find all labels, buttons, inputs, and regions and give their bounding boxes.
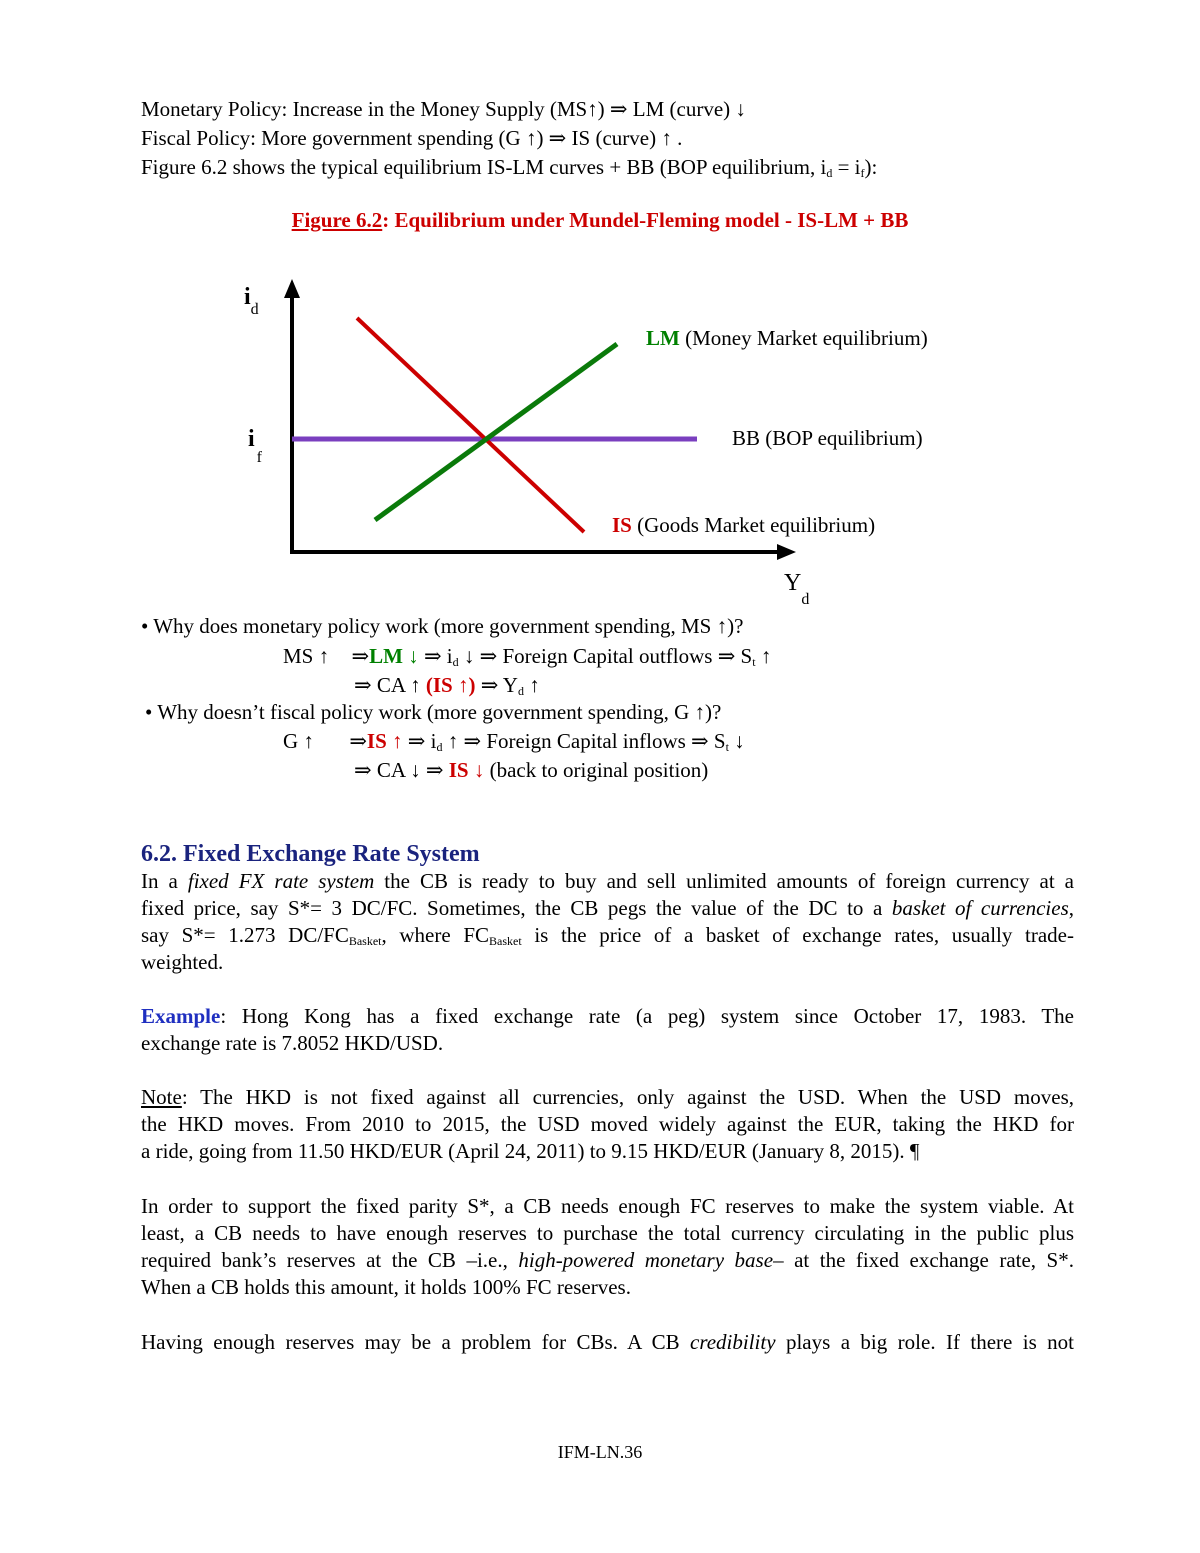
paragraph-example: Example: Hong Kong has a fixed exchange rate (a peg) system since October 17, 1983. The exchange rate is 7.8052 HKD/USD.	[141, 1004, 1074, 1055]
is-curve	[357, 318, 584, 532]
intro-line-monetary: Monetary Policy: Increase in the Money Supply (MS↑) ⇒ LM (curve) ↓	[141, 97, 746, 121]
fiscal-chain-1: G ↑ ⇒IS ↑ ⇒ $i_d$ ↑ ⇒ Foreign Capital inflows ⇒ $S_t$ ↓	[283, 729, 745, 754]
note-label: Note	[141, 1085, 182, 1109]
y-axis-label: $i_d$	[244, 284, 259, 318]
fiscal-chain-2: ⇒ CA ↓ ⇒ IS ↓ (back to original position)	[354, 758, 709, 782]
y-axis-arrow	[284, 279, 300, 298]
figure-title: Figure 6.2: Equilibrium under Mundel-Fleming model - IS-LM + BB	[291, 208, 909, 232]
monetary-chain-1: MS ↑ ⇒LM ↓ ⇒ $i_d$ ↓ ⇒ Foreign Capital outflows ⇒ $S_t$ ↑	[283, 644, 772, 669]
intro-line-fiscal: Fiscal Policy: More government spending (G ↑) ⇒ IS (curve) ↑ .	[141, 126, 683, 150]
paragraph-fixed-fx: In a fixed FX rate system the CB is ready to buy and sell unlimited amounts of foreign currency at a fixed price, say S*= 3 DC/FC. Sometimes, the CB pegs the value of the DC to a basket of currencies, say S*= 1.273 $DC/FC_{Basket}$, where $FC_{Basket}$ is the price of a basket of exchange rates, usually trade- weighted.	[141, 869, 1075, 974]
lm-label: LM (Money Market equilibrium)	[646, 326, 928, 350]
bb-level-label: $i_f$	[248, 426, 262, 466]
monetary-chain-2: ⇒ CA ↑ (IS ↑) ⇒ $Y_d$ ↑	[354, 673, 540, 698]
is-lm-bb-chart	[0, 0, 1200, 620]
x-axis-arrow	[777, 544, 796, 560]
section-heading: 6.2. Fixed Exchange Rate System	[141, 841, 480, 867]
example-label: Example	[141, 1004, 221, 1028]
question-fiscal: • Why doesn’t fiscal policy work (more government spending, G ↑)?	[145, 700, 722, 724]
intro-line-figure-ref: Figure 6.2 shows the typical equilibrium IS-LM curves + BB (BOP equilibrium, $i_d = i_f$):	[141, 155, 878, 180]
question-monetary: • Why does monetary policy work (more government spending, MS ↑)?	[141, 614, 744, 638]
page-footer: IFM-LN.36	[557, 1442, 643, 1462]
paragraph-note: Note: The HKD is not fixed against all currencies, only against the USD. When the USD moves, the HKD moves. From 2010 to 2015, the USD moved widely against the EUR, taking the HKD for a ride, going from 11.50 HKD/EUR (April 24, 2011) to 9.15 HKD/EUR (January 8, 2015). ¶	[141, 1085, 1074, 1163]
paragraph-credibility: Having enough reserves may be a problem for CBs. A CB credibility plays a big role. If there is not	[141, 1330, 1075, 1354]
x-axis-label: $Y_d$	[784, 570, 810, 608]
figure-label: Figure 6.2	[291, 208, 383, 232]
paragraph-reserves: In order to support the fixed parity S*, a CB needs enough FC reserves to make the system viable. At least, a CB needs to have enough reserves to purchase the total currency circulating in the public plus required bank’s reserves at the CB –i.e., high-powered monetary base– at the fixed exchange rate, S*. When a CB holds this amount, it holds 100% FC reserves.	[141, 1194, 1074, 1299]
is-label: IS (Goods Market equilibrium)	[612, 513, 876, 537]
bb-label: BB (BOP equilibrium)	[732, 426, 923, 450]
